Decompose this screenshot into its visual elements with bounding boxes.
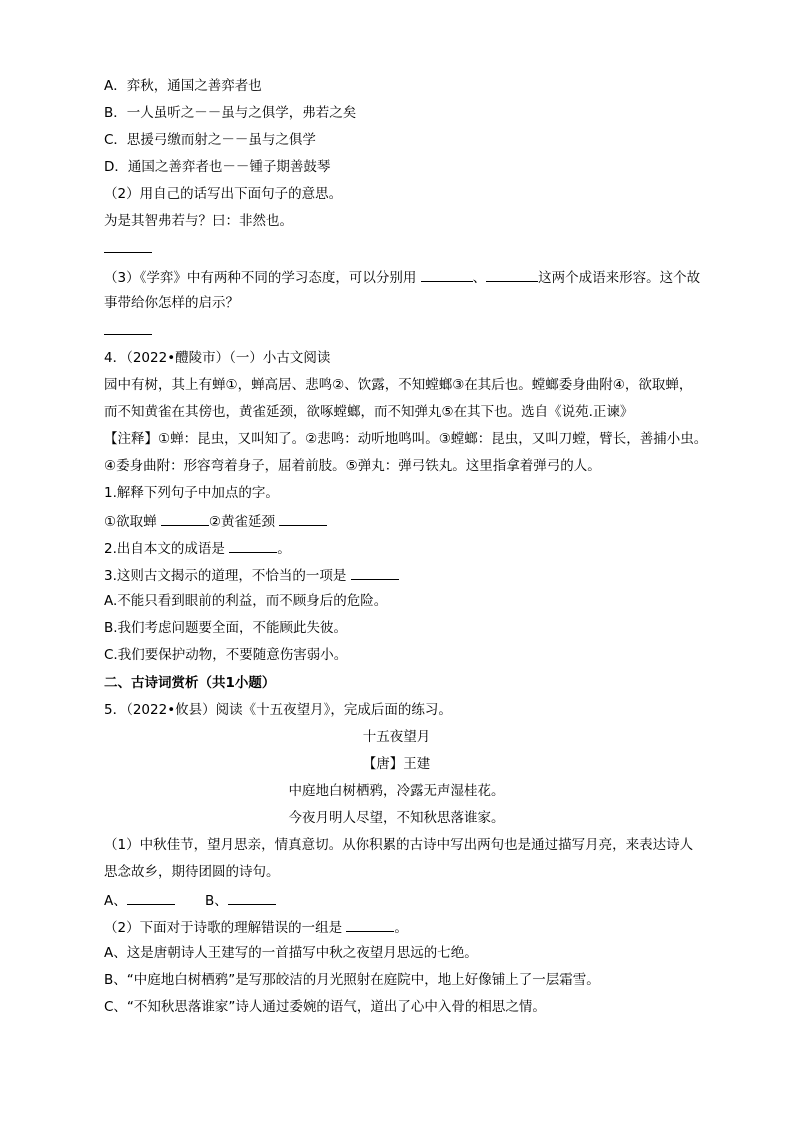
poem-line: 中庭地白树栖鸦，冷露无声湿桂花。	[288, 783, 505, 799]
answer-blank[interactable]	[127, 890, 175, 905]
sub-question-blanks	[104, 511, 327, 531]
separator: 、	[472, 270, 487, 286]
poem-title: 十五夜望月	[362, 729, 431, 745]
passage-line: 园中有树，其上有蝉①，蝉高居、悲鸣②、饮露，不知螳螂③在其后也。螳螂委身曲附④，欲取蝉，	[104, 377, 693, 393]
sub-question: 1.解释下列句子中加点的字。	[104, 485, 279, 501]
choice-b: B、“中庭地白树栖鸦”是写那皎洁的月光照射在庭院中，地上好像铺上了一层霜雪。	[104, 972, 600, 988]
sub-question-2: （2）用自己的话写出下面句子的意思。	[104, 186, 343, 202]
sub-question-3-text: （3）《学弈》中有两种不同的学习态度，可以分别用	[104, 270, 417, 286]
option-d: D．通国之善弈者也－－锺子期善鼓琴	[104, 159, 331, 175]
sub-question-3	[104, 267, 700, 287]
punctuation: 。	[394, 920, 408, 936]
passage-line: 而不知黄雀在其傍也，黄雀延颈，欲啄螳螂，而不知弹丸⑤在其下也。选自《说苑.正谏》	[104, 404, 634, 420]
choice-a: A、这是唐朝诗人王建写的一首描写中秋之夜望月思远的七绝。	[104, 945, 478, 961]
answer-blank[interactable]	[279, 511, 327, 526]
poem-line: 今夜月明人尽望，不知秋思落谁家。	[288, 810, 505, 826]
answer-blank[interactable]	[104, 334, 152, 335]
sub-question	[104, 565, 399, 585]
option-b: B．一人虽听之－－虽与之俱学，弗若之矣	[104, 105, 357, 121]
question-4-heading: 4．（2022•醴陵市）（一）小古文阅读	[104, 350, 331, 366]
answer-blank[interactable]	[346, 917, 394, 932]
sub-question-text: （2）下面对于诗歌的理解错误的一组是	[104, 920, 343, 936]
poem-author: 【唐】王建	[362, 756, 431, 772]
choice-b: B.我们考虑问题要全面，不能顾此失彼。	[104, 620, 348, 636]
answer-blank[interactable]	[421, 267, 473, 282]
item-label: ①欲取蝉	[104, 514, 157, 530]
sub-question: （1）中秋佳节，望月思亲，情真意切。从你积累的古诗中写出两句也是通过描写月亮，来表达诗人	[104, 837, 694, 853]
sub-question-text: 3.这则古文揭示的道理，不恰当的一项是	[104, 568, 347, 584]
answer-blank[interactable]	[351, 565, 399, 580]
answer-blank[interactable]	[229, 538, 277, 553]
option-a: A．弈秋，通国之善弈者也	[104, 78, 262, 94]
sub-question-3-continued: 事带给你怎样的启示？	[104, 295, 239, 311]
sub-question-3-text-end: 这两个成语来形容。这个故	[538, 270, 701, 286]
question-5-heading: 5．（2022•攸县）阅读《十五夜望月》，完成后面的练习。	[104, 702, 452, 718]
sub-question-continued: 思念故乡，期待团圆的诗句。	[104, 864, 280, 880]
answer-blank[interactable]	[104, 252, 152, 253]
sentence-to-translate: 为是其智弗若与？曰：非然也。	[104, 213, 293, 229]
annotation-line: ④委身曲附：形容弯着身子，屈着前肢。⑤弹丸：弹弓铁丸。这里指拿着弹弓的人。	[104, 458, 601, 474]
answer-blanks	[104, 890, 276, 910]
answer-blank[interactable]	[486, 267, 538, 282]
sub-question	[104, 917, 408, 937]
choice-c: C、“不知秋思落谁家”诗人通过委婉的语气，道出了心中入骨的相思之情。	[104, 999, 546, 1015]
section-title: 二、古诗词赏析（共1小题）	[104, 675, 276, 691]
annotation-line: 【注释】①蝉：昆虫，又叫知了。②悲鸣：动听地鸣叫。③螳螂：昆虫，又叫刀螳，臂长，善捕小虫。	[104, 431, 708, 447]
sub-question-text: 2.出自本文的成语是	[104, 541, 225, 557]
sub-question	[104, 538, 291, 558]
answer-blank[interactable]	[228, 890, 276, 905]
item-label: B、	[205, 893, 228, 909]
punctuation: 。	[277, 541, 291, 557]
choice-c: C.我们要保护动物，不要随意伤害弱小。	[104, 647, 348, 663]
choice-a: A.不能只看到眼前的利益，而不顾身后的危险。	[104, 593, 388, 609]
item-label: ②黄雀延颈	[208, 514, 276, 530]
option-c: C．思援弓缴而射之－－虽与之俱学	[104, 132, 316, 148]
answer-blank[interactable]	[161, 511, 209, 526]
item-label: A、	[104, 893, 127, 909]
